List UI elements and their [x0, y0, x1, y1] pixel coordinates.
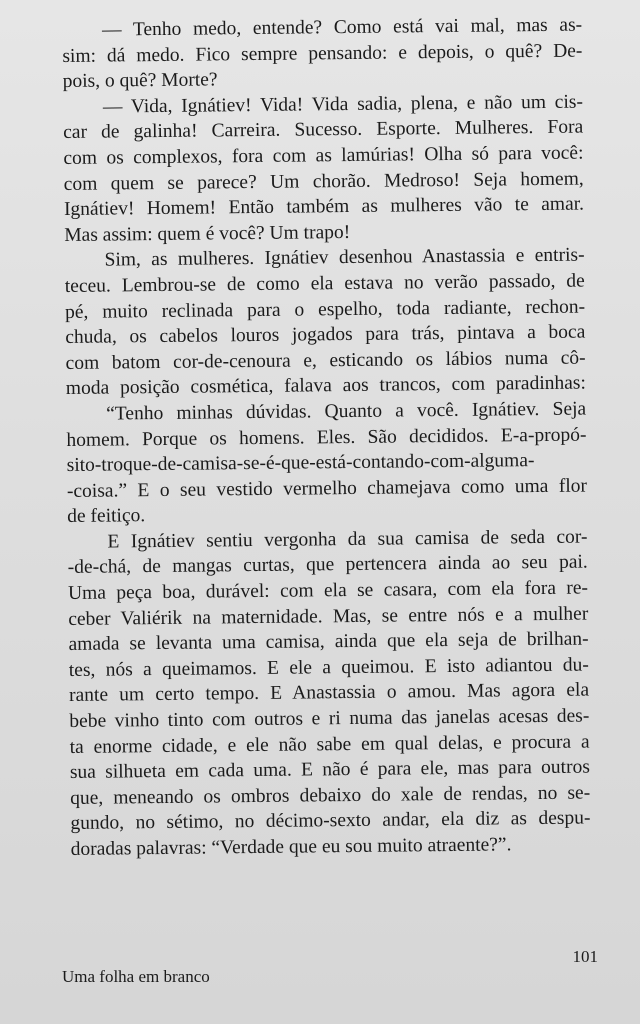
text-line: que, meneando os ombros debaixo do xale de rendas, no se-: [70, 782, 591, 809]
text-line: ta enorme cidade, e ele não sabe em qual delas, e procura a: [69, 731, 590, 758]
text-line: de feitiço.: [67, 505, 146, 528]
text-line: Mas assim: quem é você? Um trapo!: [64, 221, 351, 246]
page-number: 101: [572, 947, 598, 966]
text-line: — Tenho medo, entende? Como está vai mal, mas as-: [102, 14, 583, 41]
text-line: -coisa.” E o seu vestido vermelho chamejava como uma flor: [66, 475, 588, 502]
text-line: ceber Valiérik na maternidade. Mas, se entre nós e a mulher: [68, 603, 589, 630]
text-line: amada se levanta uma camisa, ainda que ela seja de brilhan-: [68, 628, 589, 656]
text-line: Uma peça boa, durável: com ela se casara, com ela fora re-: [67, 577, 589, 605]
text-line: sito-troque-de-camisa-se-é-que-está-contando-com-alguma-: [66, 450, 535, 477]
text-line: rante um certo tempo. E Anastassia o amou. Mas agora ela: [68, 679, 590, 707]
text-line: homem. Porque os homens. Eles. São decididos. E-a-propó-: [66, 424, 587, 451]
text-line: tes, nós a queimamos. E ele a queimou. E isto adiantou du-: [68, 654, 589, 681]
text-line: com batom cor-de-cenoura e, esticando os lábios numa cô-: [65, 347, 586, 374]
text-line: sua silhueta em cada uma. E não é para ele, mas para outros: [69, 756, 590, 784]
text-line: sim: dá medo. Fico sempre pensando: e depois, o quê? De-: [62, 40, 583, 67]
text-line: Sim, as mulheres. Ignátiev desenhou Anastassia e entris-: [104, 244, 585, 271]
text-line: teceu. Lembrou-se de como ela estava no verão passado, de: [64, 270, 585, 297]
body-text: [62, 13, 591, 863]
text-line: “Tenho minhas dúvidas. Quanto a você. Ignátiev. Seja: [106, 398, 587, 425]
text-line: Ignátiev! Homem! Então também as mulheres vão te amar.: [63, 193, 585, 221]
text-line: doradas palavras: “Verdade que eu sou muito atraente?”.: [70, 834, 512, 860]
text-line: -de-chá, de mangas curtas, que pertencera ainda ao seu pai.: [67, 551, 588, 579]
text-line: pois, o quê? Morte?: [62, 69, 218, 93]
text-line: E Ignátiev sentiu vergonha da sua camisa de seda cor-: [107, 526, 588, 553]
text-line: gundo, no sétimo, no décimo-sexto andar, ela diz as despu-: [70, 807, 591, 835]
text-line: com quem se parece? Um chorão. Medroso! Seja homem,: [63, 168, 584, 195]
text-line: chuda, os cabelos louros jogados para trás, pintava a boca: [65, 321, 586, 349]
running-footer-title: Uma folha em branco: [62, 967, 210, 986]
text-line: com os complexos, fora com as lamúrias! Olha só para você:: [63, 142, 584, 169]
text-line: pé, muito reclinada para o espelho, toda radiante, rechon-: [64, 296, 586, 323]
text-line: — Vida, Ignátiev! Vida! Vida sadia, plena, e não um cis-: [102, 91, 584, 118]
text-line: moda posição cosmética, falava aos trancos, com paradinhas:: [65, 372, 586, 400]
text-line: car de galinha! Carreira. Sucesso. Esporte. Mulheres. Fora: [63, 116, 584, 144]
text-line: bebe vinho tinto com outros e ri numa das janelas acesas des-: [69, 705, 590, 732]
